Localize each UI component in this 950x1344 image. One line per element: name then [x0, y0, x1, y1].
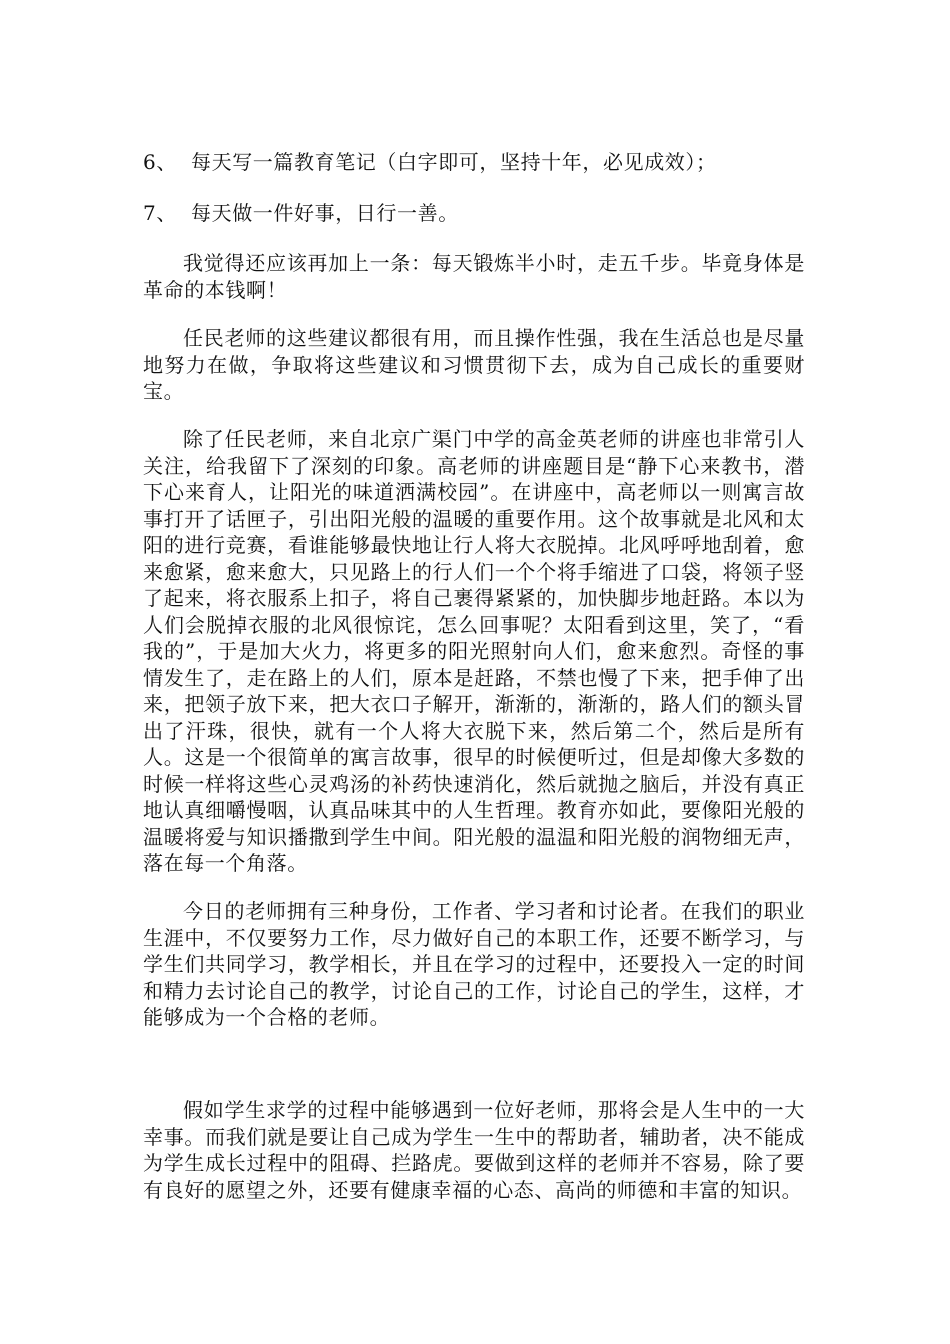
list-item-number: 6、	[143, 150, 177, 174]
paragraph-good-teacher: 假如学生求学的过程中能够遇到一位好老师，那将会是人生中的一大幸事。而我们就是要让自己成为学生一生中的帮助者，辅助者，决不能成为学生成长过程中的阻碍、拦路虎。要做到这样的老师并不容易，除了要有良好的愿望之外，还要有健康幸福的心态、高尚的师德和丰富的知识。	[143, 1098, 805, 1202]
paragraph-lecture-story: 除了任民老师，来自北京广渠门中学的高金英老师的讲座也非常引人关注，给我留下了深刻的印象。高老师的讲座题目是“静下心来教书，潜下心来育人，让阳光的味道洒满校园”。在讲座中，高老师以一则寓言故事打开了话匣子，引出阳光般的温暖的重要作用。这个故事就是北风和太阳的进行竞赛，看谁能够最快地让行人将大衣脱掉。北风呼呼地刮着，愈来愈紧，愈来愈大，只见路上的行人们一个个将手缩进了口袋，将领子竖了起来，将衣服系上扣子，将自己裹得紧紧的，加快脚步地赶路。本以为人们会脱掉衣服的北风很惊诧，怎么回事呢？太阳看到这里，笑了，“看我的”，于是加大火力，将更多的阳光照射向人们，愈来愈烈。奇怪的事情发生了，走在路上的人们，原本是赶路，不禁也慢了下来，把手伸了出来，把领子放下来，把大衣口子解开，渐渐的，渐渐的，路人们的额头冒出了汗珠，很快，就有一个人将大衣脱下来，然后第二个，然后是所有人。这是一个很简单的寓言故事，很早的时候便听过，但是却像大多数的时候一样将这些心灵鸡汤的补药快速消化，然后就抛之脑后，并没有真正地认真细嚼慢咽，认真品味其中的人生哲理。教育亦如此，要像阳光般的温暖将爱与知识播撒到学生中间。阳光般的温温和阳光般的润物细无声，落在每一个角落。	[143, 427, 805, 875]
paragraph-suggestions: 任民老师的这些建议都很有用，而且操作性强，我在生活总也是尽量地努力在做，争取将这些建议和习惯贯彻下去，成为自己成长的重要财宝。	[143, 326, 805, 403]
list-item-6	[143, 149, 805, 176]
paragraph-teacher-roles: 今日的老师拥有三种身份，工作者、学习者和讨论者。在我们的职业生涯中，不仅要努力工作，尽力做好自己的本职工作，还要不断学习，与学生们共同学习，教学相长，并且在学习的过程中，还要投入一定的时间和精力去讨论自己的教学，讨论自己的工作，讨论自己的学生，这样，才能够成为一个合格的老师。	[143, 899, 805, 1029]
list-item-text: 每天做一件好事，日行一善。	[191, 201, 459, 225]
list-item-text: 每天写一篇教育笔记（白字即可，坚持十年，必见成效）；	[191, 150, 717, 174]
list-item-number: 7、	[143, 201, 177, 225]
list-item-7	[143, 200, 805, 227]
paragraph-exercise: 我觉得还应该再加上一条：每天锻炼半小时，走五千步。毕竟身体是革命的本钱啊！	[143, 251, 805, 302]
